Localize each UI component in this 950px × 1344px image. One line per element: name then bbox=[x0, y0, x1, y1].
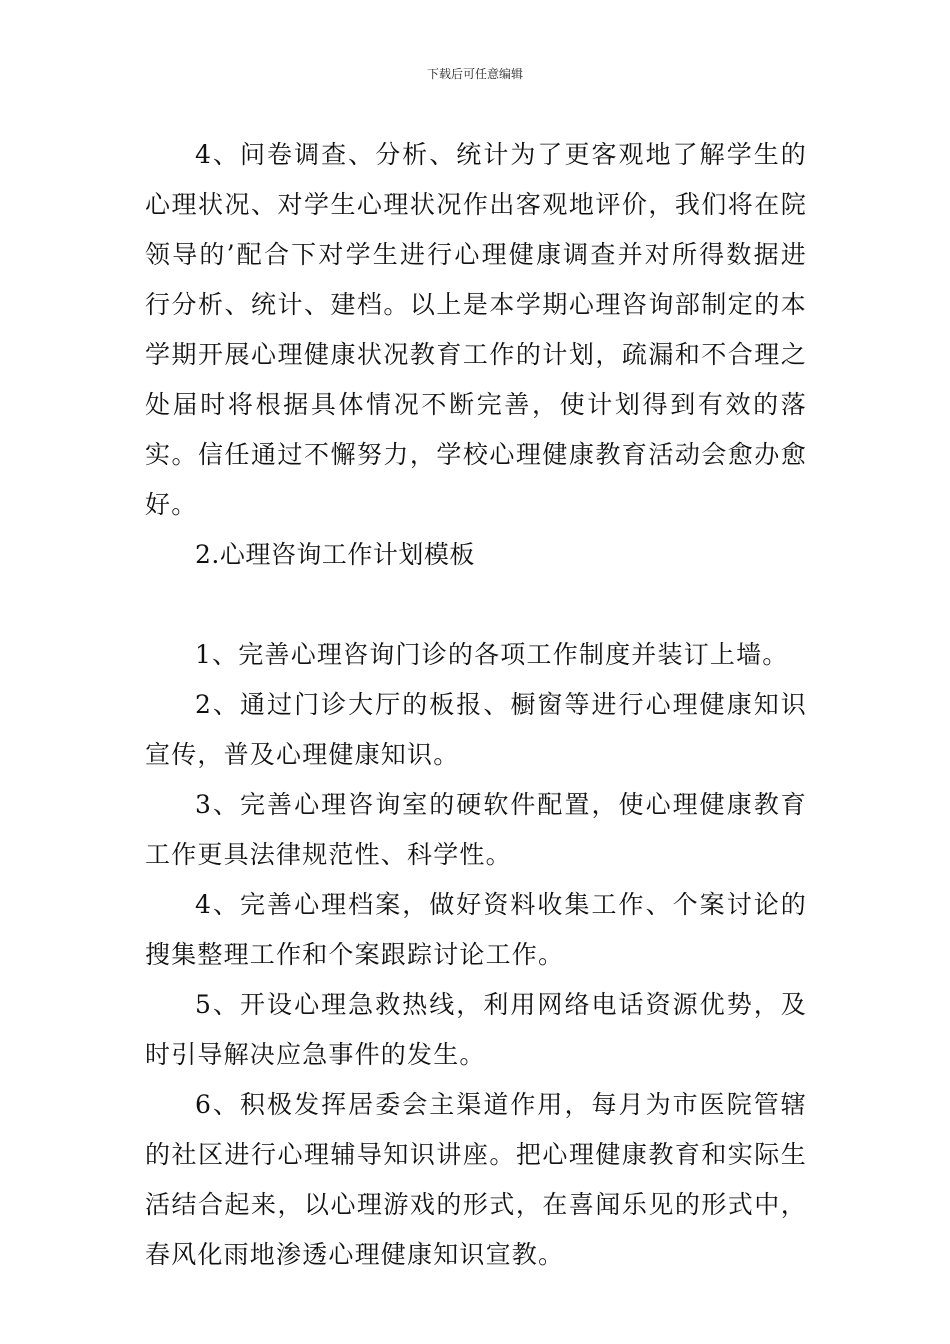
paragraph-survey-plan: 4、问卷调查、分析、统计为了更客观地了解学生的心理状况、对学生心理状况作出客观地评价，我们将在院领导的’配合下对学生进行心理健康调查并对所得数据进行分析、统计、建档。以上是本学期心理咨询部制定的本学期开展心理健康状况教育工作的计划，疏漏和不合理之处届时将根据具体情况不断完善，使计划得到有效的落实。信任通过不懈努力，学校心理健康教育活动会愈办愈好。 bbox=[145, 140, 807, 519]
list-item-3: 3、完善心理咨询室的硬软件配置，使心理健康教育工作更具法律规范性、科学性。 bbox=[145, 790, 807, 869]
document-body bbox=[145, 130, 807, 1280]
list-item-5: 5、开设心理急救热线，利用网络电话资源优势，及时引导解决应急事件的发生。 bbox=[145, 990, 807, 1069]
list-item-4: 4、完善心理档案，做好资料收集工作、个案讨论的搜集整理工作和个案跟踪讨论工作。 bbox=[145, 890, 807, 969]
list-item-2: 2、通过门诊大厅的板报、橱窗等进行心理健康知识宣传，普及心理健康知识。 bbox=[145, 690, 807, 769]
list-item-1: 1、完善心理咨询门诊的各项工作制度并装订上墙。 bbox=[195, 640, 789, 669]
section-heading: 2.心理咨询工作计划模板 bbox=[195, 540, 475, 569]
list-item-6: 6、积极发挥居委会主渠道作用，每月为市医院管辖的社区进行心理辅导知识讲座。把心理健康教育和实际生活结合起来，以心理游戏的形式，在喜闻乐见的形式中，春风化雨地渗透心理健康知识宣教。 bbox=[145, 1090, 807, 1269]
blank-line bbox=[145, 580, 807, 630]
page-header: 下载后可任意编辑 bbox=[426, 67, 523, 81]
